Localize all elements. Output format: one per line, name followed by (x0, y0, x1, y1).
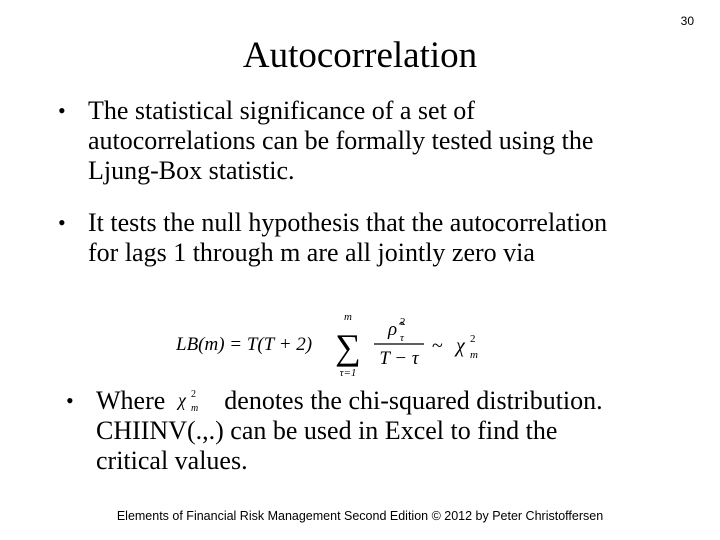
formula-chi: χ (456, 335, 465, 357)
formula-sum-upper: m (344, 311, 352, 323)
bullet-dot: • (58, 98, 66, 123)
formula-numerator-sub: τ (400, 332, 404, 344)
bullet-3-line-2: CHIINV(.,.) can be used in Excel to find the (96, 416, 558, 445)
bullet-dot: • (58, 210, 66, 235)
formula-tilde: ~ (432, 335, 443, 357)
ljung-box-formula (176, 310, 516, 380)
inline-chi: χ (177, 390, 186, 410)
bullet-2-line-1: It tests the null hypothesis that the autocorrelation (88, 208, 608, 237)
formula-chi-sub: m (470, 349, 478, 361)
bullet-1-line-3: Ljung-Box statistic. (88, 156, 295, 185)
formula-denominator: T − τ (379, 348, 419, 369)
bullet-3-line-3: critical values. (96, 446, 248, 475)
formula-chi-sup: 2 (470, 333, 476, 345)
formula-lhs: LB(m) = T(T + 2) (176, 334, 313, 355)
page-number: 30 (680, 14, 694, 28)
bullet-1 (58, 96, 678, 186)
formula-sigma: ∑ (335, 327, 361, 367)
slide-title: Autocorrelation (242, 35, 478, 76)
bullet-2-line-2: for lags 1 through m are all jointly zero via (88, 238, 535, 267)
bullet-1-line-1: The statistical significance of a set of (88, 96, 475, 125)
bullet-3-line-1 (96, 386, 666, 416)
inline-chi-sub: m (190, 403, 199, 413)
inline-chi-sup: 2 (190, 389, 196, 400)
formula-numerator: ρ̂ (388, 319, 398, 340)
formula-sum-lower: τ=1 (339, 367, 357, 379)
chi-squared-symbol (172, 387, 218, 413)
formula-numerator-sup: 2 (400, 316, 406, 328)
bullet-3-prefix: Where (96, 386, 166, 415)
bullet-3-suffix: denotes the chi-squared distribution. (224, 386, 603, 415)
footer-citation: Elements of Financial Risk Management Second Edition © 2012 by Peter Christoffersen (116, 509, 604, 523)
bullet-2 (58, 208, 678, 268)
bullet-3 (66, 386, 666, 476)
bullet-1-line-2: autocorrelations can be formally tested using the (88, 126, 594, 155)
bullet-dot: • (66, 388, 74, 413)
